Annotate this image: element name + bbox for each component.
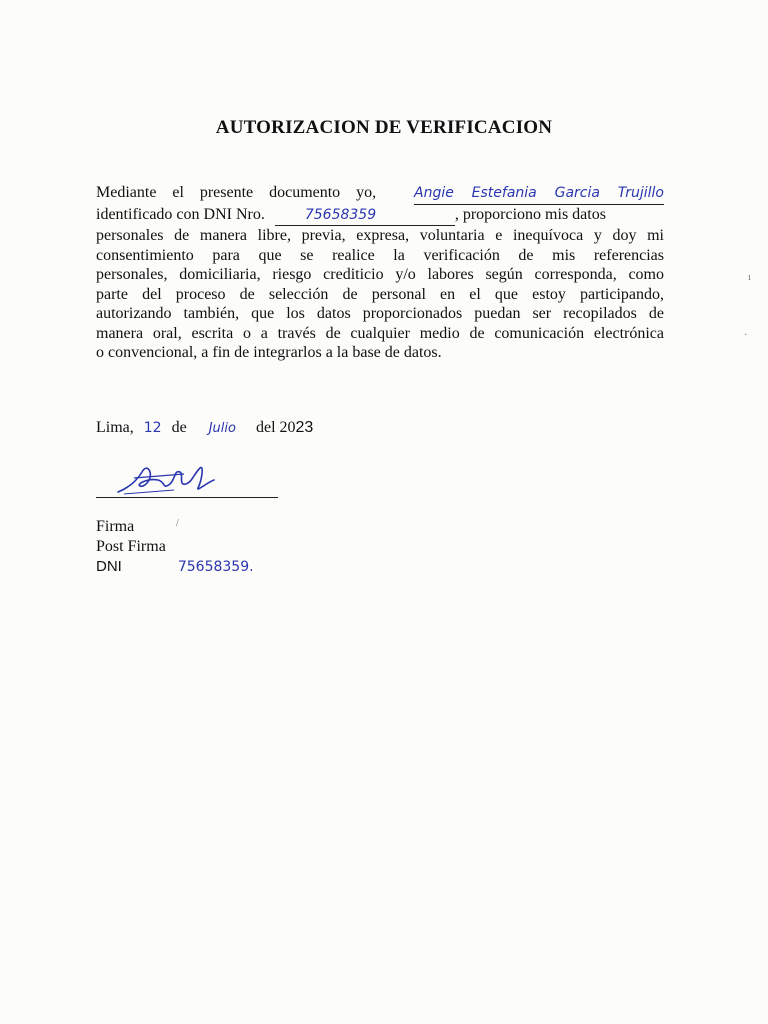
dni-intro-text: identificado con DNI Nro. [96,205,265,223]
handwritten-name: Angie Estefania Garcia Trujillo [414,185,664,201]
year-prefix-text: del 20 [255,419,296,436]
body-line-5: personales, domiciliaria, riesgo crediticio y/o labores según corresponda, como [96,266,664,283]
document-title: AUTORIZACION DE VERIFICACION [215,117,553,138]
handwritten-dni-footer: 75658359. [177,559,254,575]
body-line-3: personales de manera libre, previa, expresa, voluntaria e inequívoca y doy mi [96,227,664,244]
year-suffix-text: 23 [295,419,314,436]
scan-speck: ı [748,272,751,283]
handwritten-month: Julio [208,421,236,436]
name-field [414,183,664,205]
dni-outro-text: , proporciono mis datos [454,205,606,223]
signature-area [96,460,278,498]
intro-text: Mediante el presente documento yo, [96,184,377,201]
signature-scribble [114,460,224,498]
body-line-9: o convencional, a fin de integrarlos a la base de datos. [96,344,442,361]
body-line-8: manera oral, escrita o a través de cualquier medio de comunicación electrónica [96,324,664,342]
post-firma-label: Post Firma [96,538,166,555]
body-line-4: consentimiento para que se realice la verificación de mis referencias [96,246,664,264]
signature-line [96,497,278,498]
firma-label: Firma [96,518,135,535]
date-line [96,419,313,437]
scan-speck: / [176,518,179,529]
handwritten-day: 12 [143,420,162,436]
body-line-7: autorizando también, que los datos proporcionados puedan ser recopilados de [96,305,664,322]
city-text: Lima, [96,419,134,436]
scan-speck: · [744,330,748,341]
body-paragraph [96,183,664,363]
dni-label: DNI [96,558,122,575]
de-text: de [171,419,187,436]
body-line-6: parte del proceso de selección de personal en el que estoy participando, [96,285,664,303]
signature-block [96,517,254,577]
dni-field [275,205,455,227]
body-line-2 [96,205,664,227]
handwritten-dni: 75658359 [304,206,377,223]
body-line-1 [96,183,664,205]
dni-row [96,557,254,577]
